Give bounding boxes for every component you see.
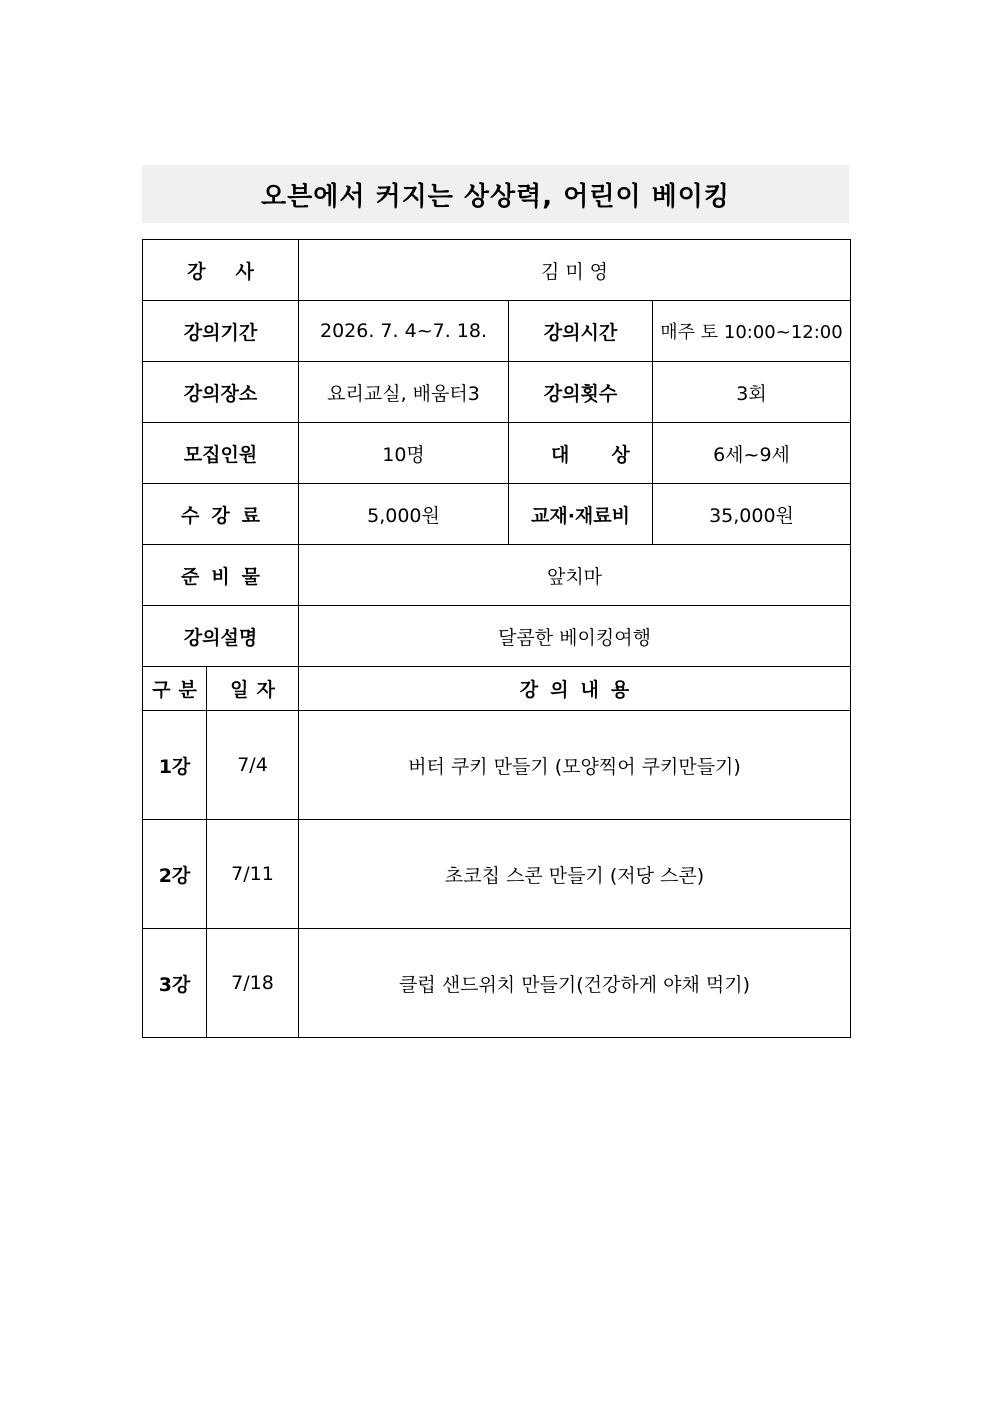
supplies-value: 앞치마 <box>299 545 851 606</box>
capacity-value: 10명 <box>299 423 509 484</box>
fee-value: 5,000원 <box>299 484 509 545</box>
place-value: 요리교실, 배움터3 <box>299 362 509 423</box>
lecture-date: 7/11 <box>207 820 299 929</box>
instructor-value: 김미영 <box>299 240 851 301</box>
count-value: 3회 <box>653 362 851 423</box>
supplies-label: 준비물 <box>143 545 299 606</box>
date-header: 일자 <box>207 667 299 711</box>
lecture-row <box>143 929 851 1038</box>
row-capacity <box>143 423 851 484</box>
instructor-label: 강사 <box>143 240 299 301</box>
section-header: 구분 <box>143 667 207 711</box>
row-instructor <box>143 240 851 301</box>
lecture-number: 1강 <box>143 711 207 820</box>
schedule-header-row <box>143 667 851 711</box>
row-place <box>143 362 851 423</box>
period-value: 2026. 7. 4~7. 18. <box>299 301 509 362</box>
lecture-date: 7/18 <box>207 929 299 1038</box>
count-label: 강의횟수 <box>509 362 653 423</box>
course-info-table <box>142 239 851 1038</box>
target-label: 대상 <box>509 423 653 484</box>
capacity-label: 모집인원 <box>143 423 299 484</box>
lecture-content: 버터 쿠키 만들기 (모양찍어 쿠키만들기) <box>299 711 851 820</box>
period-label: 강의기간 <box>143 301 299 362</box>
place-label: 강의장소 <box>143 362 299 423</box>
target-value: 6세~9세 <box>653 423 851 484</box>
row-supplies <box>143 545 851 606</box>
content-header: 강의내용 <box>299 667 851 711</box>
lecture-number: 2강 <box>143 820 207 929</box>
row-period <box>143 301 851 362</box>
lecture-row <box>143 820 851 929</box>
lecture-content: 클럽 샌드위치 만들기(건강하게 야채 먹기) <box>299 929 851 1038</box>
row-description <box>143 606 851 667</box>
lecture-date: 7/4 <box>207 711 299 820</box>
lecture-row <box>143 711 851 820</box>
time-label: 강의시간 <box>509 301 653 362</box>
row-fee <box>143 484 851 545</box>
description-value: 달콤한 베이킹여행 <box>299 606 851 667</box>
description-label: 강의설명 <box>143 606 299 667</box>
fee-label: 수강료 <box>143 484 299 545</box>
lecture-number: 3강 <box>143 929 207 1038</box>
material-fee-value: 35,000원 <box>653 484 851 545</box>
lecture-content: 초코칩 스콘 만들기 (저당 스콘) <box>299 820 851 929</box>
document-title: 오븐에서 커지는 상상력, 어린이 베이킹 <box>142 165 849 223</box>
time-value: 매주 토 10:00~12:00 <box>653 301 851 362</box>
material-fee-label: 교재·재료비 <box>509 484 653 545</box>
